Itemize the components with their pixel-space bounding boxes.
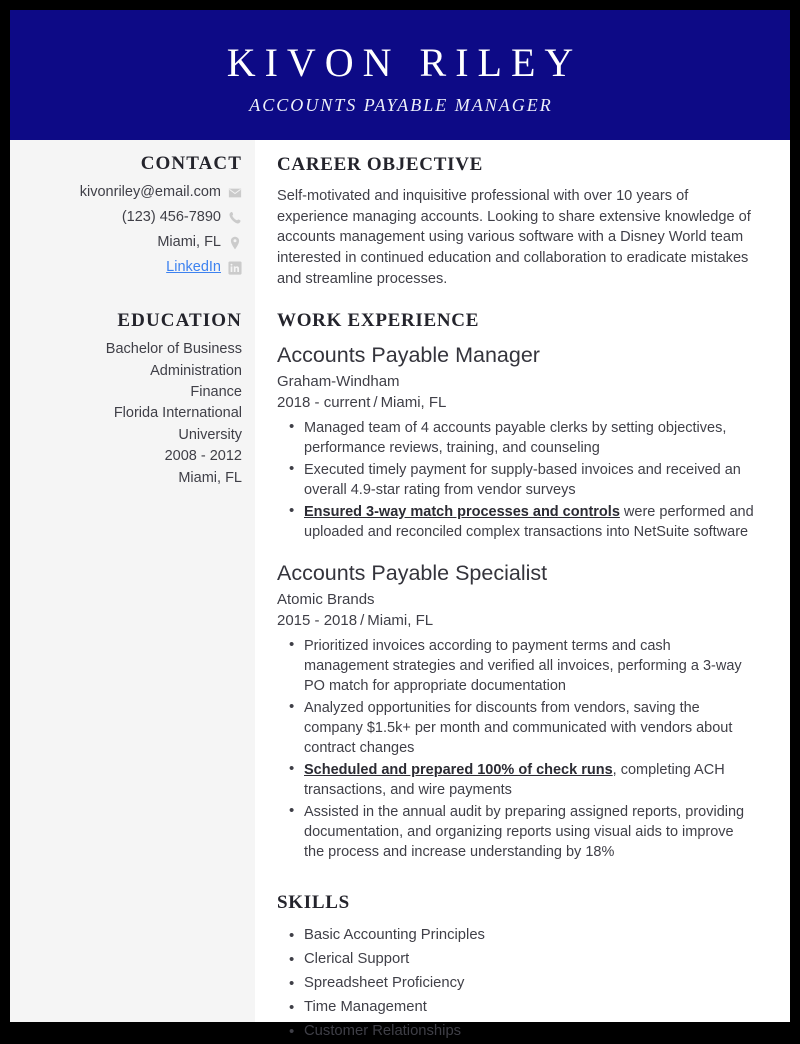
job-bullet (304, 460, 756, 500)
job-bullet (304, 760, 756, 800)
job-bullet (304, 502, 756, 542)
contact-item-location (20, 232, 242, 253)
job-title: Accounts Payable Manager (277, 342, 540, 367)
skill-item: • Customer Relationships (304, 1020, 756, 1044)
sidebar (10, 140, 255, 1022)
education-line: 2008 - 2012 (164, 448, 242, 465)
job-meta (277, 392, 756, 415)
job-location: Miami, FL (380, 394, 447, 412)
bullet-text: , completing ACH transactions, and wire payments (304, 761, 725, 798)
skills-section (277, 892, 756, 1044)
bullet-text: were performed and uploaded and reconciled complex transactions into NetSuite software (304, 503, 754, 540)
main-column (255, 140, 790, 1039)
job-bullet (304, 698, 756, 758)
bullet-text: Assisted in the annual audit by preparing assigned reports, providing documentation, and organizing reports using visual aids to improve the process and increase understanding by 18% (304, 803, 745, 860)
education-block (20, 339, 242, 489)
linkedin-icon[interactable] (228, 261, 242, 275)
education-line: University (178, 426, 242, 443)
bullet-text: Analyzed opportunities for discounts from vendors, saving the company $1.5k+ per month and communicated with vendors about contract changes (304, 699, 733, 756)
education-line: Miami, FL (178, 469, 242, 486)
bullet-text: Prioritized invoices according to payment terms and cash management strategies and verified all invoices, performing a 3-way PO match for appropriate documentation (304, 637, 742, 694)
contact-email-text: kivonriley@email.com (79, 184, 221, 200)
map-pin-icon (228, 236, 242, 250)
job-entry (277, 342, 756, 542)
career-objective-text: Self-motivated and inquisitive professional with over 10 years of experience managing accounts. Looking to share extensive knowledge of accounts management using various software with a Disney World team interested in continued education and collaboration to eradicate mistakes and streamline processes. (277, 188, 751, 287)
contact-location-text: Miami, FL (157, 234, 221, 251)
career-objective-heading: CAREER OBJECTIVE (277, 154, 483, 175)
phone-icon (228, 211, 242, 225)
job-company: Atomic Brands (277, 590, 375, 608)
job-dates: 2018 - current (277, 394, 371, 412)
bullet-text: Executed timely payment for supply-based invoices and received an overall 4.9-star rating from vendor surveys (304, 461, 741, 498)
job-bullet (304, 418, 756, 458)
contact-phone-text: (123) 456-7890 (121, 209, 221, 226)
job-meta-separator: / (360, 612, 365, 630)
envelope-icon (228, 186, 242, 200)
job-dates: 2015 - 2018 (277, 612, 358, 630)
contact-item-linkedin[interactable] (20, 257, 242, 278)
bullet-highlight: Scheduled and prepared 100% of check runs (304, 761, 613, 778)
bullet-text: Managed team of 4 accounts payable clerks by setting objectives, performance reviews, training, and counseling (304, 419, 727, 456)
skills-list (277, 924, 756, 1044)
linkedin-link[interactable]: LinkedIn (166, 259, 221, 276)
contact-item-email (20, 182, 242, 203)
job-bullet-list (277, 636, 756, 862)
skill-item: • Time Management (304, 996, 756, 1020)
candidate-job-title: ACCOUNTS PAYABLE MANAGER (249, 95, 553, 115)
skill-item: • Clerical Support (304, 948, 756, 972)
contact-heading: CONTACT (140, 153, 242, 174)
resume-header (10, 10, 790, 140)
candidate-name: KIVON RILEY (226, 40, 583, 85)
career-objective-section (277, 154, 756, 290)
work-experience-heading: WORK EXPERIENCE (277, 309, 480, 331)
job-bullet (304, 802, 756, 862)
resume-body (10, 140, 790, 1039)
contact-list (20, 182, 242, 278)
education-line: Bachelor of Business (105, 341, 242, 358)
job-entry (277, 560, 756, 862)
bullet-highlight: Ensured 3-way match processes and controls (304, 503, 620, 520)
work-experience-section (277, 310, 756, 862)
education-heading: EDUCATION (117, 310, 242, 332)
resume-page (10, 10, 790, 1039)
education-line: Florida International (113, 405, 242, 422)
job-meta-separator: / (373, 394, 378, 412)
skill-item: • Basic Accounting Principles (304, 924, 756, 948)
job-company: Graham-Windham (277, 372, 400, 390)
education-line: Administration (150, 362, 242, 379)
spacer (277, 290, 756, 310)
job-bullet (304, 636, 756, 696)
job-title: Accounts Payable Specialist (277, 560, 548, 585)
contact-item-phone (20, 207, 242, 228)
job-location: Miami, FL (367, 612, 434, 630)
job-meta (277, 610, 756, 633)
education-line: Finance (190, 383, 242, 400)
job-bullet-list (277, 418, 756, 542)
skill-item: • Spreadsheet Proficiency (304, 972, 756, 996)
skills-heading: SKILLS (277, 891, 350, 913)
